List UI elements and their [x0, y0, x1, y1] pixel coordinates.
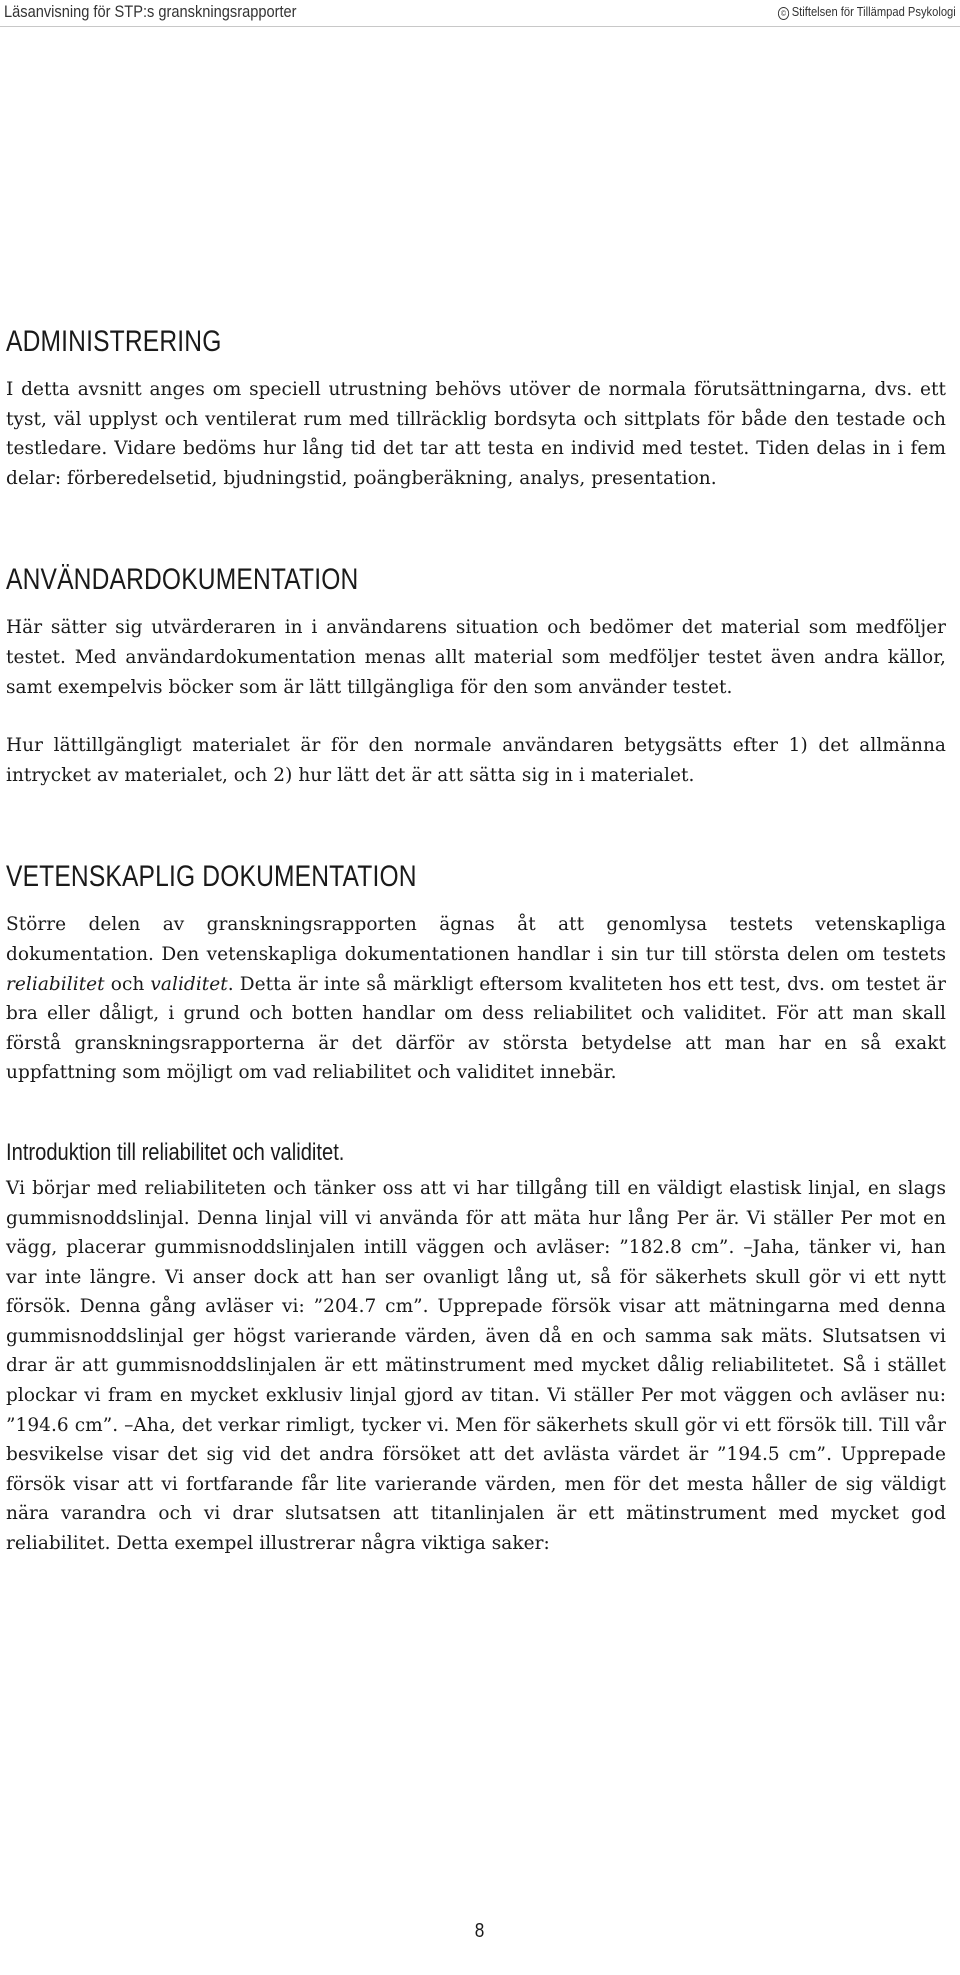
- text-segment: . Detta är inte så märkligt eftersom kvaliteten hos ett test, dvs. om testet är bra eller dåligt, i grund och botten handlar om dess reliabilitet och validitet. För att man skall förstå granskningsrapporterna är det därför av största betydelse att man har en så exakt uppfattning som möjligt om vad reliabilitet och validitet innebär.: [6, 973, 946, 1084]
- paragraph-anvandardokumentation-2: Hur lättillgängligt materialet är för den normale användaren betygsätts efter 1) det allmänna intrycket av materialet, och 2) hur lätt det är att sätta sig in i materialet.: [6, 735, 946, 786]
- text-segment: Större delen av granskningsrapporten ägnas åt att genomlysa testets vetenskapliga dokumentation. Den vetenskapliga dokumentationen handlar i sin tur till största delen om testets: [6, 914, 946, 965]
- section-anvandardokumentation: [6, 563, 946, 790]
- term-validitet: validitet: [150, 973, 228, 995]
- subheading-introduktion: Introduktion till reliabilitet och validitet.: [6, 1138, 345, 1166]
- paragraph-vetenskaplig-dokumentation: [6, 910, 946, 1088]
- section-vetenskaplig-dokumentation: [6, 860, 946, 1088]
- term-reliabilitet: reliabilitet: [6, 973, 105, 995]
- page-content: [6, 325, 946, 1559]
- page-number: 8: [474, 1920, 485, 1942]
- section-heading-administrering: ADMINISTRERING: [6, 325, 222, 358]
- publisher-name: Stiftelsen för Tillämpad Psykologi: [791, 4, 956, 19]
- paragraph-anvandardokumentation-1: Här sätter sig utvärderaren in i användarens situation och bedömer det material som medföljer testet. Med användardokumentation menas allt material som medföljer testet även andra källor, samt exempelvis böcker som är lätt tillgängliga för den som använder testet.: [6, 617, 946, 698]
- paragraph-introduktion: Vi börjar med reliabiliteten och tänker oss att vi har tillgång till en väldigt elastisk linjal, en slags gummisnoddslinjal. Denna linjal vill vi använda för att mäta hur lång Per är. Vi ställer Per mot en vägg, placerar gummisnoddslinjalen intill väggen och avläser: ”182.8 cm”. –Jaha, tänker vi, han var inte längre. Vi anser dock att han ser ovanligt lång ut, så för säkerhets skull gör vi ett nytt försök. Denna gång avläser vi: ”204.7 cm”. Upprepade försök visar att mätningarna med denna gummisnoddslinjal ger högst varierande värden, även då en och samma sak mäts. Slutsatsen vi drar är att gummisnoddslinjalen är ett mätinstrument med mycket dålig reliabilitetet. Så i stället plockar vi fram en mycket exklusiv linjal gjord av titan. Vi ställer Per mot väggen och avläser nu: ”194.6 cm”. –Aha, det verkar rimligt, tycker vi. Men för säkerhets skull gör vi ett försök till. Till vår besvikelse visar det sig vid det andra försöket att det avlästa värdet är ”194.5 cm”. Upprepade försök visar att vi fortfarande får lite varierande värden, men för det mesta håller de sig väldigt nära varandra och vi drar slutsatsen att titanlinjalen är ett mätinstrument med mycket god reliabilitet. Detta exempel illustrerar några viktiga saker:: [6, 1177, 946, 1555]
- document-title: Läsanvisning för STP:s granskningsrapporter: [4, 2, 297, 21]
- section-heading-anvandardokumentation: ANVÄNDARDOKUMENTATION: [6, 563, 359, 597]
- paragraph-administrering: I detta avsnitt anges om speciell utrustning behövs utöver de normala förutsättningarna, dvs. ett tyst, väl upplyst och ventilerat rum med tillräcklig bordsyta och sittplats för både den testade och testledare. Vidare bedöms hur lång tid det tar att testa en individ med testet. Tiden delas in i fem delar: förberedelsetid, bjudningstid, poängberäkning, analys, presentation.: [6, 379, 946, 489]
- section-heading-vetenskaplig-dokumentation: VETENSKAPLIG DOKUMENTATION: [6, 860, 417, 894]
- section-administrering: [6, 325, 946, 493]
- section-introduktion: [6, 1138, 946, 1559]
- copyright-icon: ©: [778, 7, 789, 20]
- text-segment: och: [104, 973, 151, 995]
- running-header: [0, 0, 960, 27]
- publisher-credit: [778, 4, 956, 20]
